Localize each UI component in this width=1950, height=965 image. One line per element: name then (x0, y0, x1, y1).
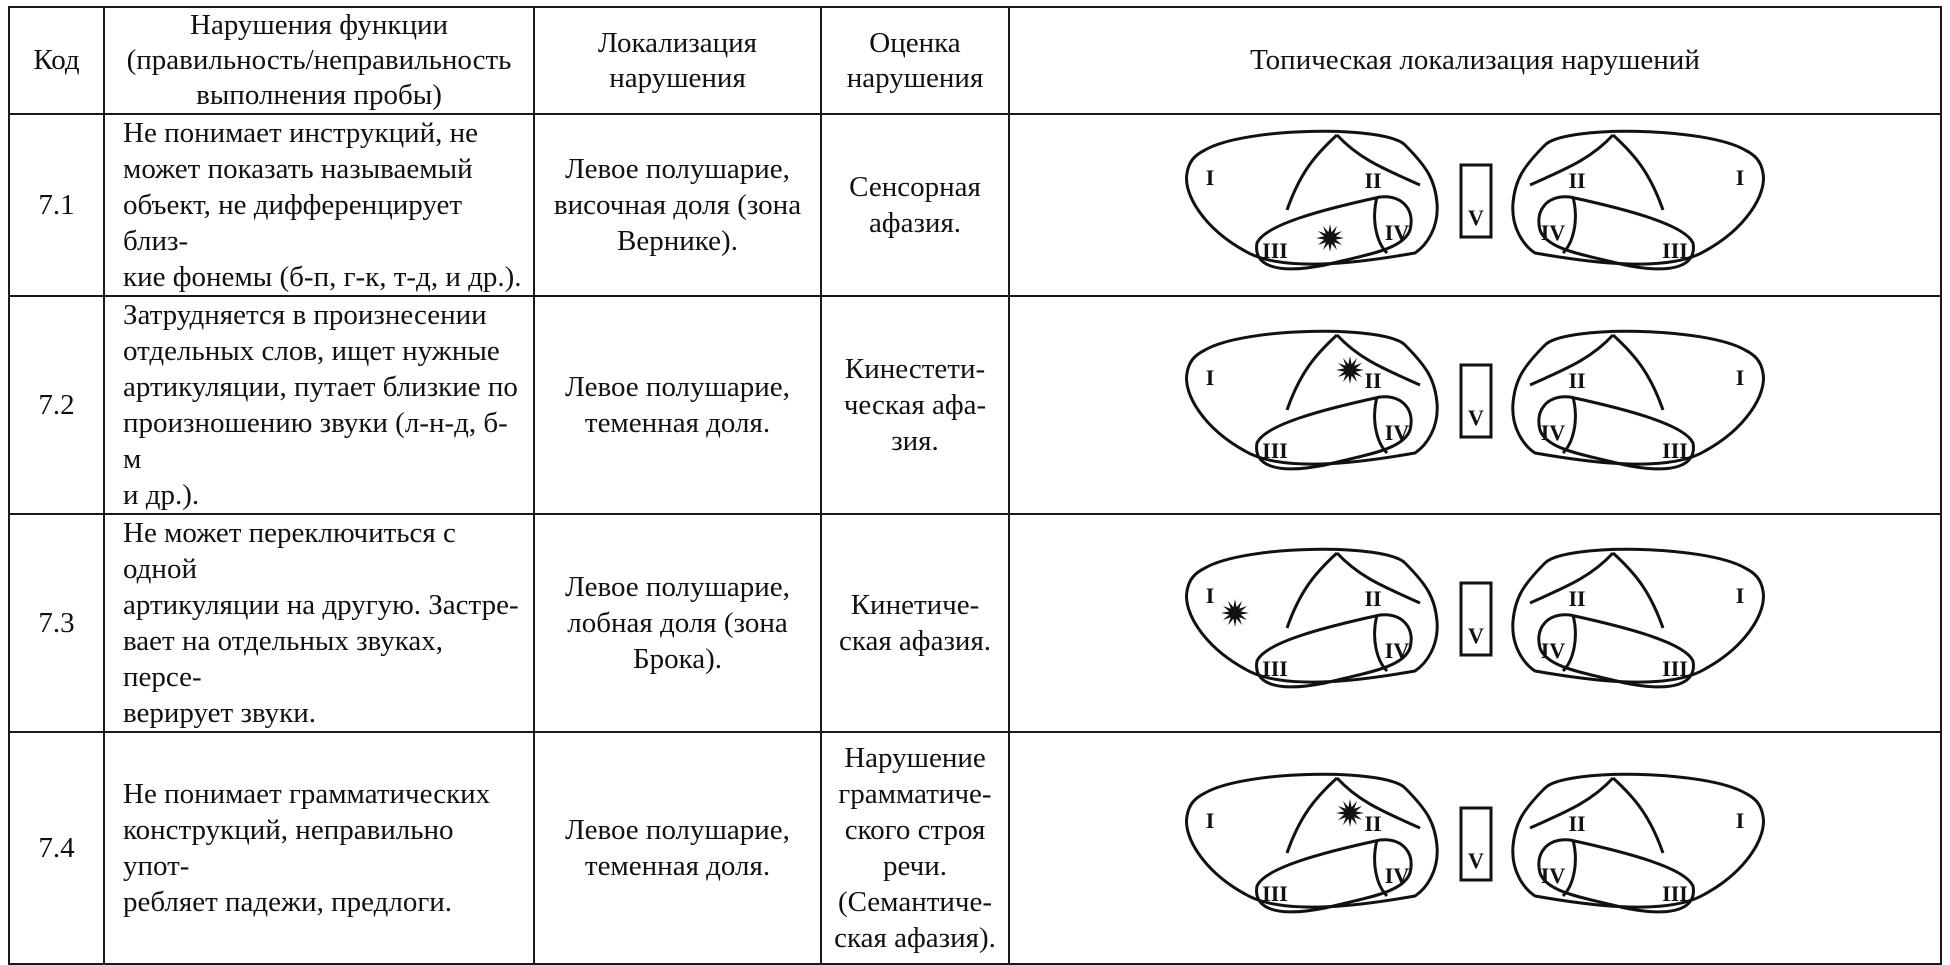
left-central-line (1287, 778, 1337, 853)
header-code: Код (9, 7, 104, 114)
label-parietal: II (1568, 811, 1586, 836)
row-code: 7.4 (9, 732, 104, 964)
evaluation-line: грамматиче- (838, 778, 992, 810)
left-central-line (1287, 553, 1337, 628)
function-line: конструкций, неправильно упот- (123, 814, 454, 882)
function-line: объект, не дифференцирует близ- (123, 189, 463, 257)
localization-line: Левое полушарие, (565, 571, 790, 603)
label-temporal: III (1262, 881, 1288, 906)
brain-diagram-cell (1009, 514, 1941, 732)
label-midline: V (1468, 623, 1484, 648)
function-line: и др.). (123, 479, 200, 511)
header-localization (534, 7, 821, 114)
header-evaluation-line: Оценка (869, 26, 961, 59)
evaluation-line: (Семантиче- (837, 886, 993, 918)
label-frontal: I (1735, 808, 1745, 833)
label-occipital: IV (1540, 420, 1566, 445)
row-localization (534, 296, 821, 514)
label-frontal: I (1735, 165, 1745, 190)
evaluation-line: афазия. (868, 207, 962, 239)
label-occipital: IV (1384, 863, 1410, 888)
function-line: может показать называемый (123, 153, 473, 185)
header-localization-line: нарушения (609, 61, 746, 94)
localization-line: лобная доля (зона (567, 607, 788, 639)
midline-box (1461, 808, 1491, 880)
label-frontal: I (1205, 365, 1215, 390)
label-parietal: II (1364, 168, 1382, 193)
right-hemisphere (1513, 131, 1764, 269)
function-line: Не понимает грамматических (123, 778, 491, 810)
evaluation-line: Нарушение (844, 742, 986, 774)
label-parietal: II (1364, 586, 1382, 611)
lesion-marker-icon (1336, 799, 1364, 827)
header-row (9, 7, 1941, 114)
midline-box (1461, 583, 1491, 655)
lesion-marker-icon (1221, 599, 1249, 627)
row-function (104, 296, 534, 514)
header-topical: Топическая локализация нарушений (1009, 7, 1941, 114)
right-central-line (1613, 135, 1663, 210)
row-evaluation (821, 114, 1009, 296)
brain-diagram-cell (1009, 114, 1941, 296)
label-temporal: III (1662, 438, 1688, 463)
evaluation-line: Кинетиче- (850, 589, 980, 621)
label-parietal: II (1568, 368, 1586, 393)
left-central-line (1287, 135, 1337, 210)
label-temporal: III (1262, 438, 1288, 463)
function-line: артикуляции, путает близкие по (123, 371, 518, 403)
left-hemisphere (1187, 774, 1438, 912)
label-midline: V (1468, 848, 1484, 873)
label-frontal: I (1735, 365, 1745, 390)
row-evaluation (821, 296, 1009, 514)
table-row (9, 114, 1941, 296)
table-row (9, 296, 1941, 514)
label-frontal: I (1735, 583, 1745, 608)
localization-line: теменная доля. (584, 850, 771, 882)
label-occipital: IV (1384, 420, 1410, 445)
label-occipital: IV (1540, 220, 1566, 245)
label-parietal: II (1364, 811, 1382, 836)
header-evaluation-line: нарушения (846, 61, 984, 94)
row-evaluation (821, 514, 1009, 732)
function-line: произношению звуки (л-н-д, б-м (123, 407, 508, 475)
aphasia-table (8, 6, 1942, 965)
localization-line: теменная доля. (584, 407, 771, 439)
brain-diagram (1165, 325, 1785, 485)
lesion-marker-icon (1316, 224, 1344, 252)
label-occipital: IV (1540, 638, 1566, 663)
label-temporal: III (1662, 656, 1688, 681)
table-row (9, 514, 1941, 732)
left-hemisphere (1187, 131, 1438, 269)
right-central-line (1613, 778, 1663, 853)
row-code: 7.1 (9, 114, 104, 296)
row-code: 7.3 (9, 514, 104, 732)
row-code: 7.2 (9, 296, 104, 514)
label-parietal: II (1568, 168, 1586, 193)
brain-diagram (1165, 768, 1785, 928)
header-evaluation (821, 7, 1009, 114)
function-line: вает на отдельных звуках, персе- (123, 625, 444, 693)
row-function (104, 514, 534, 732)
label-midline: V (1468, 405, 1484, 430)
label-frontal: I (1205, 583, 1215, 608)
lesion-marker-icon (1336, 356, 1364, 384)
brain-diagram-cell (1009, 732, 1941, 964)
localization-line: Левое полушарие, (565, 814, 790, 846)
header-function-line: Нарушения функции (190, 9, 448, 41)
right-hemisphere (1513, 331, 1764, 469)
left-hemisphere (1187, 549, 1438, 687)
function-line: отдельных слов, ищет нужные (123, 335, 500, 367)
label-temporal: III (1662, 238, 1688, 263)
localization-line: Брока). (632, 643, 723, 675)
evaluation-line: Кинестети- (844, 353, 986, 385)
label-midline: V (1468, 205, 1484, 230)
left-hemisphere (1187, 331, 1438, 469)
label-frontal: I (1205, 808, 1215, 833)
midline-box (1461, 165, 1491, 237)
row-localization (534, 732, 821, 964)
right-central-line (1613, 335, 1663, 410)
right-central-line (1613, 553, 1663, 628)
label-temporal: III (1262, 238, 1288, 263)
row-function (104, 114, 534, 296)
row-evaluation (821, 732, 1009, 964)
brain-diagram (1165, 543, 1785, 703)
header-function-line: (правильность/неправильность (126, 44, 512, 76)
table-row (9, 732, 1941, 964)
right-hemisphere (1513, 774, 1764, 912)
function-line: артикуляции на другую. Застре- (123, 589, 519, 621)
brain-diagram (1165, 125, 1785, 285)
label-occipital: IV (1384, 638, 1410, 663)
right-hemisphere (1513, 549, 1764, 687)
localization-line: височная доля (зона (553, 189, 802, 221)
function-line: Не понимает инструкций, не (123, 117, 479, 149)
evaluation-line: ская афазия). (834, 922, 996, 954)
evaluation-line: ского строя (844, 814, 986, 846)
row-function (104, 732, 534, 964)
localization-line: Левое полушарие, (565, 371, 790, 403)
evaluation-line: Сенсорная (849, 171, 981, 203)
brain-diagram-cell (1009, 296, 1941, 514)
label-temporal: III (1662, 881, 1688, 906)
function-line: Не может переключиться с одной (123, 517, 456, 585)
function-line: Затрудняется в произнесении (123, 299, 487, 331)
localization-line: Вернике). (617, 225, 738, 257)
row-localization (534, 514, 821, 732)
label-occipital: IV (1384, 220, 1410, 245)
header-localization-line: Локализация (598, 26, 757, 59)
label-frontal: I (1205, 165, 1215, 190)
header-function-line: выполнения пробы) (196, 79, 442, 111)
evaluation-line: ческая афа- (843, 389, 987, 421)
function-line: верирует звуки. (123, 697, 316, 729)
label-parietal: II (1568, 586, 1586, 611)
label-occipital: IV (1540, 863, 1566, 888)
localization-line: Левое полушарие, (565, 153, 790, 185)
label-temporal: III (1262, 656, 1288, 681)
header-function (104, 7, 534, 114)
evaluation-line: речи. (882, 850, 947, 882)
left-central-line (1287, 335, 1337, 410)
evaluation-line: зия. (891, 425, 939, 457)
midline-box (1461, 365, 1491, 437)
label-parietal: II (1364, 368, 1382, 393)
function-line: кие фонемы (б-п, г-к, т-д, и др.). (123, 261, 522, 293)
evaluation-line: ская афазия. (838, 625, 992, 657)
function-line: ребляет падежи, предлоги. (123, 886, 452, 918)
row-localization (534, 114, 821, 296)
